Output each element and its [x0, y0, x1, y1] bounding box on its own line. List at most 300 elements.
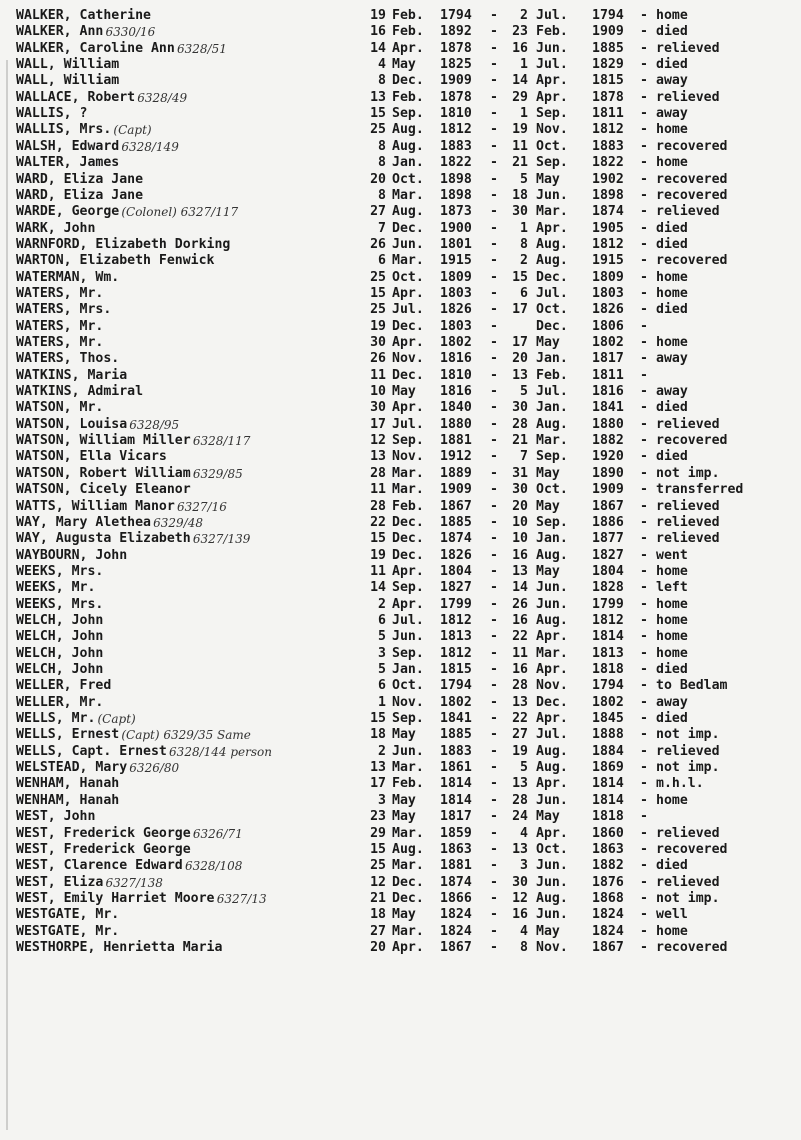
discharge-day: 30 [512, 204, 528, 220]
outcome: away [656, 351, 688, 367]
admission-year: 1824 [440, 907, 472, 923]
handwritten-reference: (Capt) [113, 123, 152, 138]
patient-name: WALLIS, Mrs. [16, 122, 112, 138]
discharge-year: 1877 [592, 531, 624, 547]
outcome: relieved [656, 743, 720, 759]
register-row [0, 106, 801, 122]
admission-month: Apr. [392, 563, 424, 579]
register-row [0, 335, 801, 351]
register-row [0, 466, 801, 482]
discharge-year: 1886 [592, 514, 624, 530]
outcome: died [656, 236, 688, 252]
admission-year: 1840 [440, 400, 472, 416]
patient-name: WESTGATE, Mr. [16, 923, 120, 939]
admission-day: 7 [378, 220, 386, 236]
date-separator: - [490, 874, 498, 890]
discharge-month: Sep. [536, 106, 568, 122]
admission-month: Dec. [392, 547, 424, 563]
discharge-year: 1909 [592, 482, 624, 498]
discharge-year: 1860 [592, 825, 624, 841]
date-separator: - [490, 416, 498, 432]
admission-year: 1841 [440, 711, 472, 727]
discharge-day: 19 [512, 122, 528, 138]
outcome-separator: - [640, 939, 648, 955]
admission-month: Sep. [392, 433, 424, 449]
discharge-month: Feb. [536, 24, 568, 40]
admission-month: Mar. [392, 825, 424, 841]
discharge-year: 1824 [592, 923, 624, 939]
admission-month: Mar. [392, 187, 424, 203]
register-row [0, 891, 801, 907]
patient-name: WARD, Eliza Jane [16, 171, 144, 187]
outcome-separator: - [640, 171, 648, 187]
admission-year: 1809 [440, 269, 472, 285]
admission-year: 1866 [440, 890, 472, 906]
discharge-month: Nov. [536, 678, 568, 694]
outcome-separator: - [640, 220, 648, 236]
patient-name: WELSTEAD, Mary [16, 760, 128, 776]
admission-year: 1874 [440, 531, 472, 547]
discharge-year: 1818 [592, 809, 624, 825]
outcome-separator: - [640, 73, 648, 89]
discharge-year: 1867 [592, 498, 624, 514]
register-row [0, 695, 801, 711]
admission-year: 1794 [440, 678, 472, 694]
admission-day: 19 [370, 8, 386, 23]
admission-year: 1898 [440, 187, 472, 203]
admission-month: Feb. [392, 776, 424, 792]
discharge-day: 6 [520, 285, 528, 301]
discharge-day: 17 [512, 302, 528, 318]
outcome: died [656, 711, 688, 727]
admission-month: Apr. [392, 400, 424, 416]
discharge-year: 1794 [592, 678, 624, 694]
outcome: home [656, 8, 688, 23]
outcome-separator: - [640, 253, 648, 269]
admission-month: Jul. [392, 302, 424, 318]
outcome-separator: - [640, 384, 648, 400]
date-separator: - [490, 694, 498, 710]
handwritten-reference: 6328/49 [137, 90, 188, 105]
handwritten-reference: (Capt) 6329/35 Same [121, 728, 251, 743]
discharge-month: Aug. [536, 743, 568, 759]
admission-day: 25 [370, 302, 386, 318]
discharge-year: 1811 [592, 106, 624, 122]
register-row [0, 172, 801, 188]
discharge-year: 1828 [592, 580, 624, 596]
date-separator: - [490, 547, 498, 563]
date-separator: - [490, 269, 498, 285]
admission-day: 30 [370, 335, 386, 350]
patient-name: WELLS, Capt. Ernest [16, 743, 167, 759]
discharge-day: 4 [520, 923, 528, 939]
discharge-day: 23 [512, 24, 528, 40]
admission-month: Aug. [392, 841, 424, 857]
patient-name: WALLACE, Robert [16, 89, 136, 105]
patient-name: WATSON, Cicely Eleanor [16, 482, 191, 498]
discharge-month: Dec. [536, 694, 568, 710]
admission-day: 11 [370, 563, 386, 579]
admission-year: 1889 [440, 465, 472, 481]
admission-year: 1794 [440, 8, 472, 23]
admission-month: May [392, 792, 416, 808]
admission-day: 15 [370, 711, 386, 727]
admission-year: 1909 [440, 73, 472, 89]
discharge-day: 8 [520, 236, 528, 252]
patient-name: WATKINS, Admiral [16, 384, 144, 400]
admission-year: 1878 [440, 89, 472, 105]
register-row [0, 24, 801, 40]
admission-year: 1915 [440, 253, 472, 269]
register-row [0, 760, 801, 776]
date-separator: - [490, 171, 498, 187]
outcome-separator: - [640, 433, 648, 449]
admission-year: 1824 [440, 923, 472, 939]
patient-name: WEST, Frederick George [16, 825, 191, 841]
outcome-separator: - [640, 645, 648, 661]
discharge-year: 1902 [592, 171, 624, 187]
handwritten-reference: 6330/16 [105, 25, 156, 40]
date-separator: - [490, 335, 498, 350]
discharge-month: Jun. [536, 40, 568, 56]
outcome-separator: - [640, 318, 648, 334]
discharge-month: Sep. [536, 449, 568, 465]
admission-month: Feb. [392, 8, 424, 23]
discharge-year: 1818 [592, 662, 624, 677]
outcome-separator: - [640, 204, 648, 220]
admission-month: Jun. [392, 629, 424, 645]
date-separator: - [490, 57, 498, 73]
admission-month: Dec. [392, 874, 424, 890]
discharge-month: Oct. [536, 138, 568, 154]
discharge-day: 21 [512, 155, 528, 171]
discharge-year: 1812 [592, 236, 624, 252]
discharge-month: Apr. [536, 825, 568, 841]
date-separator: - [490, 858, 498, 874]
admission-year: 1810 [440, 367, 472, 383]
patient-name: WELCH, John [16, 629, 104, 645]
admission-day: 6 [378, 612, 386, 628]
admission-day: 15 [370, 285, 386, 301]
handwritten-reference: 6328/95 [129, 417, 180, 432]
discharge-month: Jun. [536, 596, 568, 612]
admission-month: Apr. [392, 596, 424, 612]
outcome-separator: - [640, 482, 648, 498]
discharge-day: 13 [512, 367, 528, 383]
date-separator: - [490, 285, 498, 301]
handwritten-reference: 6327/138 [105, 875, 163, 890]
discharge-year: 1845 [592, 711, 624, 727]
admission-year: 1885 [440, 727, 472, 743]
admission-day: 13 [370, 760, 386, 776]
date-separator: - [490, 596, 498, 612]
discharge-month: May [536, 335, 560, 350]
discharge-month: Apr. [536, 73, 568, 89]
register-row [0, 57, 801, 73]
patient-name: WELCH, John [16, 662, 104, 677]
patient-name: WATKINS, Maria [16, 367, 128, 383]
admission-day: 5 [378, 629, 386, 645]
admission-day: 14 [370, 40, 386, 56]
discharge-month: May [536, 809, 560, 825]
outcome: home [656, 792, 688, 808]
patient-name: WELLS, Mr. [16, 711, 96, 727]
outcome-separator: - [640, 24, 648, 40]
outcome: relieved [656, 498, 720, 514]
outcome: m.h.l. [656, 776, 704, 792]
date-separator: - [490, 939, 498, 955]
discharge-day: 13 [512, 776, 528, 792]
admission-month: Apr. [392, 335, 424, 350]
outcome-separator: - [640, 809, 648, 825]
discharge-day: 1 [520, 220, 528, 236]
discharge-year: 1909 [592, 24, 624, 40]
outcome-separator: - [640, 776, 648, 792]
admission-day: 13 [370, 449, 386, 465]
register-row [0, 351, 801, 367]
discharge-year: 1869 [592, 760, 624, 776]
discharge-month: Jun. [536, 858, 568, 874]
outcome-separator: - [640, 236, 648, 252]
register-row [0, 482, 801, 498]
handwritten-reference: 6328/108 [184, 859, 243, 874]
register-row [0, 875, 801, 891]
discharge-year: 1882 [592, 858, 624, 874]
discharge-month: Jul. [536, 727, 568, 743]
date-separator: - [490, 760, 498, 776]
discharge-month: Apr. [536, 711, 568, 727]
discharge-day: 5 [520, 171, 528, 187]
patient-name: WATERS, Mr. [16, 285, 104, 301]
outcome-separator: - [640, 743, 648, 759]
register-row [0, 417, 801, 433]
discharge-day: 30 [512, 400, 528, 416]
discharge-month: Jun. [536, 907, 568, 923]
admission-year: 1880 [440, 416, 472, 432]
discharge-month: Jul. [536, 57, 568, 73]
date-separator: - [490, 907, 498, 923]
date-separator: - [490, 662, 498, 677]
discharge-month: Aug. [536, 236, 568, 252]
discharge-day: 2 [520, 8, 528, 23]
outcome-separator: - [640, 858, 648, 874]
register-row [0, 302, 801, 318]
admission-year: 1803 [440, 285, 472, 301]
admission-year: 1814 [440, 776, 472, 792]
outcome-separator: - [640, 678, 648, 694]
admission-month: Sep. [392, 580, 424, 596]
admission-year: 1873 [440, 204, 472, 220]
outcome: recovered [656, 433, 728, 449]
discharge-year: 1867 [592, 939, 624, 955]
patient-name: WEST, Emily Harriet Moore [16, 890, 215, 906]
discharge-year: 1841 [592, 400, 624, 416]
discharge-month: May [536, 171, 560, 187]
discharge-day: 5 [520, 384, 528, 400]
discharge-day: 16 [512, 40, 528, 56]
admission-year: 1867 [440, 498, 472, 514]
discharge-day: 20 [512, 351, 528, 367]
admission-year: 1822 [440, 155, 472, 171]
discharge-month: Apr. [536, 776, 568, 792]
admission-month: May [392, 57, 416, 73]
admission-year: 1817 [440, 809, 472, 825]
discharge-year: 1882 [592, 433, 624, 449]
discharge-day: 16 [512, 547, 528, 563]
discharge-year: 1878 [592, 89, 624, 105]
patient-name: WATERS, Mr. [16, 335, 104, 350]
discharge-year: 1868 [592, 890, 624, 906]
patient-name: WARD, Eliza Jane [16, 187, 144, 203]
outcome: died [656, 449, 688, 465]
patient-name: WAYBOURN, John [16, 547, 128, 563]
discharge-day: 28 [512, 416, 528, 432]
discharge-month: Sep. [536, 514, 568, 530]
admission-day: 17 [370, 776, 386, 792]
admission-year: 1815 [440, 662, 472, 677]
discharge-day: 22 [512, 711, 528, 727]
discharge-year: 1880 [592, 416, 624, 432]
date-separator: - [490, 187, 498, 203]
outcome: home [656, 563, 688, 579]
admission-day: 10 [370, 384, 386, 400]
register-row [0, 858, 801, 874]
admission-year: 1812 [440, 122, 472, 138]
discharge-month: Oct. [536, 482, 568, 498]
admission-day: 15 [370, 531, 386, 547]
admission-month: Mar. [392, 858, 424, 874]
admission-year: 1878 [440, 40, 472, 56]
outcome-separator: - [640, 122, 648, 138]
discharge-day: 10 [512, 531, 528, 547]
admission-month: May [392, 384, 416, 400]
register-row [0, 564, 801, 580]
date-separator: - [490, 612, 498, 628]
date-separator: - [490, 253, 498, 269]
patient-name: WATTS, William Manor [16, 498, 175, 514]
discharge-year: 1920 [592, 449, 624, 465]
admission-month: Jan. [392, 662, 424, 677]
outcome: died [656, 400, 688, 416]
patient-name: WAY, Augusta Elizabeth [16, 531, 191, 547]
register-row [0, 597, 801, 613]
admission-month: Mar. [392, 465, 424, 481]
admission-day: 28 [370, 498, 386, 514]
outcome-separator: - [640, 40, 648, 56]
patient-name: WALSH, Edward [16, 138, 120, 154]
outcome: recovered [656, 171, 728, 187]
admission-year: 1813 [440, 629, 472, 645]
admission-day: 15 [370, 841, 386, 857]
admission-year: 1802 [440, 694, 472, 710]
register-row [0, 678, 801, 694]
discharge-month: Apr. [536, 220, 568, 236]
discharge-day: 12 [512, 890, 528, 906]
date-separator: - [490, 825, 498, 841]
date-separator: - [490, 351, 498, 367]
outcome: home [656, 155, 688, 171]
outcome-separator: - [640, 874, 648, 890]
outcome-separator: - [640, 662, 648, 677]
discharge-day: 16 [512, 907, 528, 923]
outcome: recovered [656, 841, 728, 857]
admission-day: 25 [370, 858, 386, 874]
register-row [0, 221, 801, 237]
admission-month: Feb. [392, 89, 424, 105]
admission-day: 26 [370, 236, 386, 252]
outcome: relieved [656, 825, 720, 841]
register-row [0, 711, 801, 727]
outcome: well [656, 907, 688, 923]
outcome: recovered [656, 187, 728, 203]
patient-name: WALKER, Ann [16, 24, 104, 40]
register-row [0, 531, 801, 547]
outcome: recovered [656, 939, 728, 955]
admission-month: Sep. [392, 645, 424, 661]
admission-day: 15 [370, 106, 386, 122]
discharge-year: 1876 [592, 874, 624, 890]
admission-day: 8 [378, 187, 386, 203]
discharge-day: 15 [512, 269, 528, 285]
discharge-month: Apr. [536, 662, 568, 677]
discharge-day: 19 [512, 743, 528, 759]
register-row [0, 449, 801, 465]
outcome-separator: - [640, 498, 648, 514]
admission-day: 17 [370, 416, 386, 432]
outcome: relieved [656, 531, 720, 547]
outcome: not imp. [656, 727, 720, 743]
outcome-separator: - [640, 285, 648, 301]
date-separator: - [490, 498, 498, 514]
admission-month: Dec. [392, 220, 424, 236]
register-row [0, 400, 801, 416]
register-row [0, 253, 801, 269]
register-row [0, 727, 801, 743]
admission-day: 12 [370, 433, 386, 449]
patient-name: WALKER, Catherine [16, 8, 151, 23]
admission-year: 1881 [440, 433, 472, 449]
date-separator: - [490, 302, 498, 318]
discharge-month: Jul. [536, 285, 568, 301]
register-row [0, 940, 801, 956]
date-separator: - [490, 155, 498, 171]
date-separator: - [490, 923, 498, 939]
admission-day: 19 [370, 547, 386, 563]
handwritten-reference: 6329/85 [192, 466, 243, 481]
discharge-month: Aug. [536, 547, 568, 563]
handwritten-reference: (Colonel) 6327/117 [121, 205, 239, 220]
date-separator: - [490, 122, 498, 138]
admission-day: 3 [378, 645, 386, 661]
outcome-separator: - [640, 269, 648, 285]
admission-year: 1863 [440, 841, 472, 857]
discharge-year: 1806 [592, 318, 624, 334]
admission-month: Dec. [392, 73, 424, 89]
outcome-separator: - [640, 760, 648, 776]
patient-name: WALL, William [16, 57, 120, 73]
admission-day: 26 [370, 351, 386, 367]
discharge-day: 28 [512, 792, 528, 808]
discharge-month: Jan. [536, 351, 568, 367]
discharge-year: 1794 [592, 8, 624, 23]
outcome-separator: - [640, 302, 648, 318]
admission-year: 1909 [440, 482, 472, 498]
register-row [0, 842, 801, 858]
patient-name: WATSON, Louisa [16, 416, 128, 432]
patient-name: WESTHORPE, Henrietta Maria [16, 939, 223, 955]
outcome-separator: - [640, 727, 648, 743]
admission-year: 1898 [440, 171, 472, 187]
